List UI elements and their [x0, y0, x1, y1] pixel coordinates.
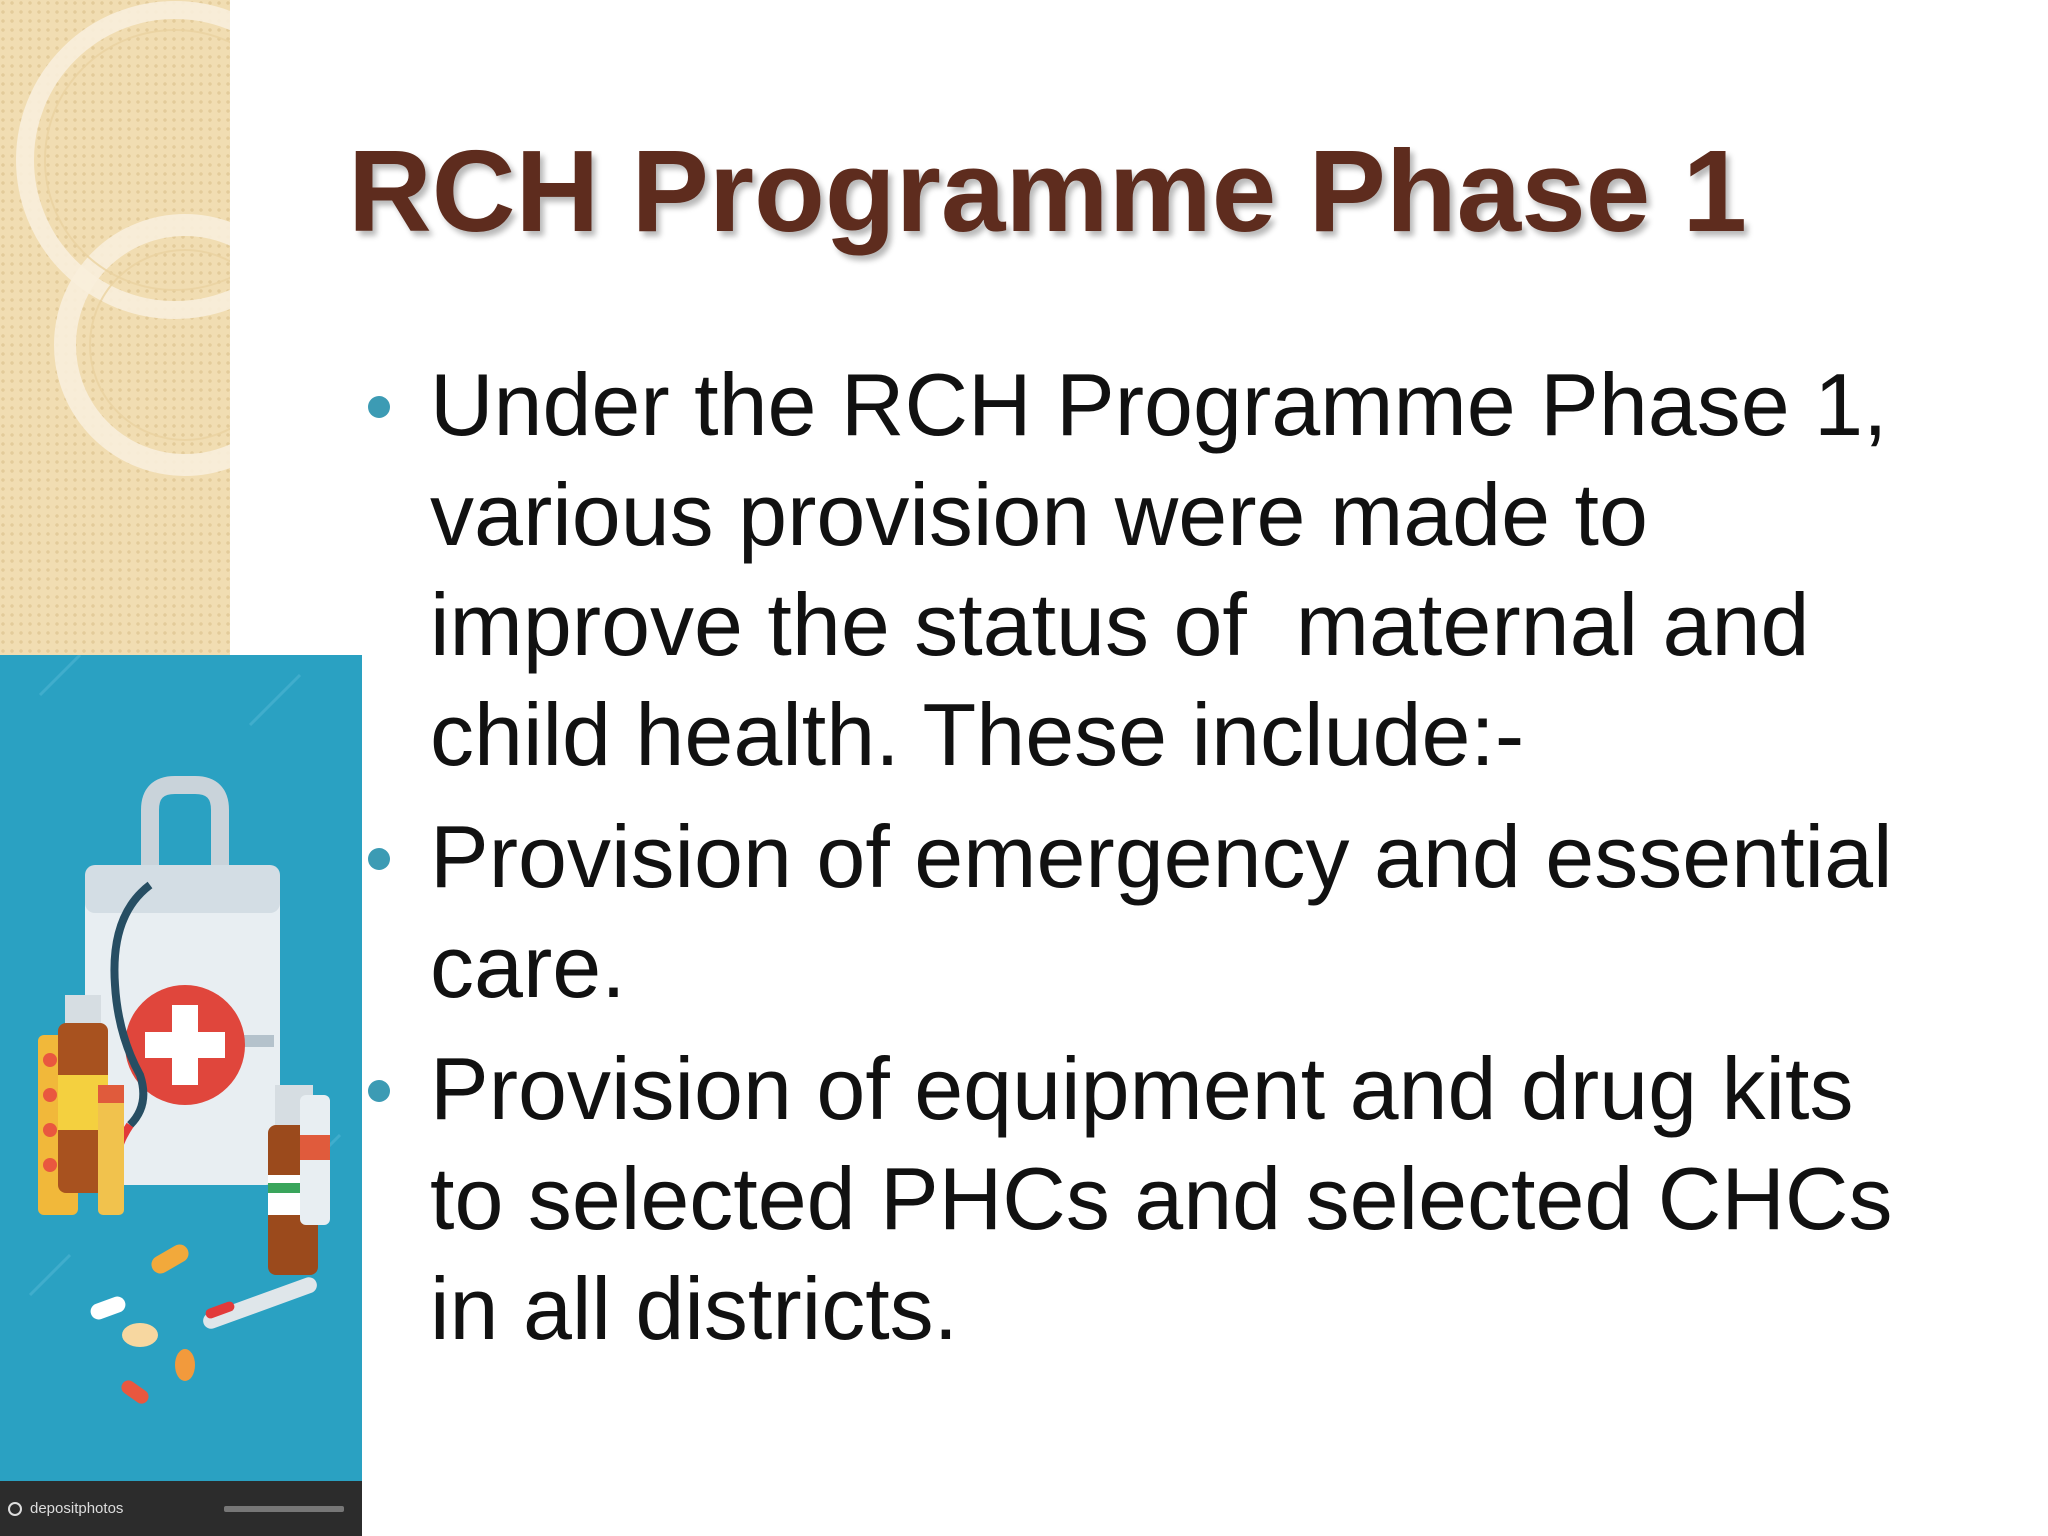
bullet-line: improve the status of maternal and [430, 575, 1810, 674]
bullet-dot-icon [368, 396, 390, 418]
decorative-rings [0, 0, 230, 660]
bullet-dot-icon [368, 1080, 390, 1102]
bullet-line: in all districts. [430, 1259, 959, 1358]
bullet-line: various provision were made to [430, 465, 1648, 564]
watermark-meta-bar [224, 1506, 344, 1512]
bullet-line: to selected PHCs and selected CHCs [430, 1149, 1893, 1248]
bullet-item [368, 802, 2008, 1022]
bullet-item [368, 350, 2008, 790]
bullet-list [368, 350, 2008, 1376]
bullet-line: Provision of equipment and drug kits [430, 1039, 1854, 1138]
watermark-text: depositphotos [30, 1500, 124, 1517]
image-watermark-bar [0, 1481, 362, 1536]
slide-title: RCH Programme Phase 1 [348, 126, 1747, 256]
bullet-item [368, 1034, 2008, 1364]
bullet-line: care. [430, 917, 626, 1016]
bullet-line: child health. These include:- [430, 685, 1525, 784]
bullet-line: Under the RCH Programme Phase 1, [430, 355, 1888, 454]
depositphotos-logo-icon [8, 1502, 22, 1516]
bullet-dot-icon [368, 848, 390, 870]
medical-kit-image [0, 655, 362, 1536]
bullet-line: Provision of emergency and essential [430, 807, 1893, 906]
first-aid-kit-illustration [0, 655, 362, 1481]
